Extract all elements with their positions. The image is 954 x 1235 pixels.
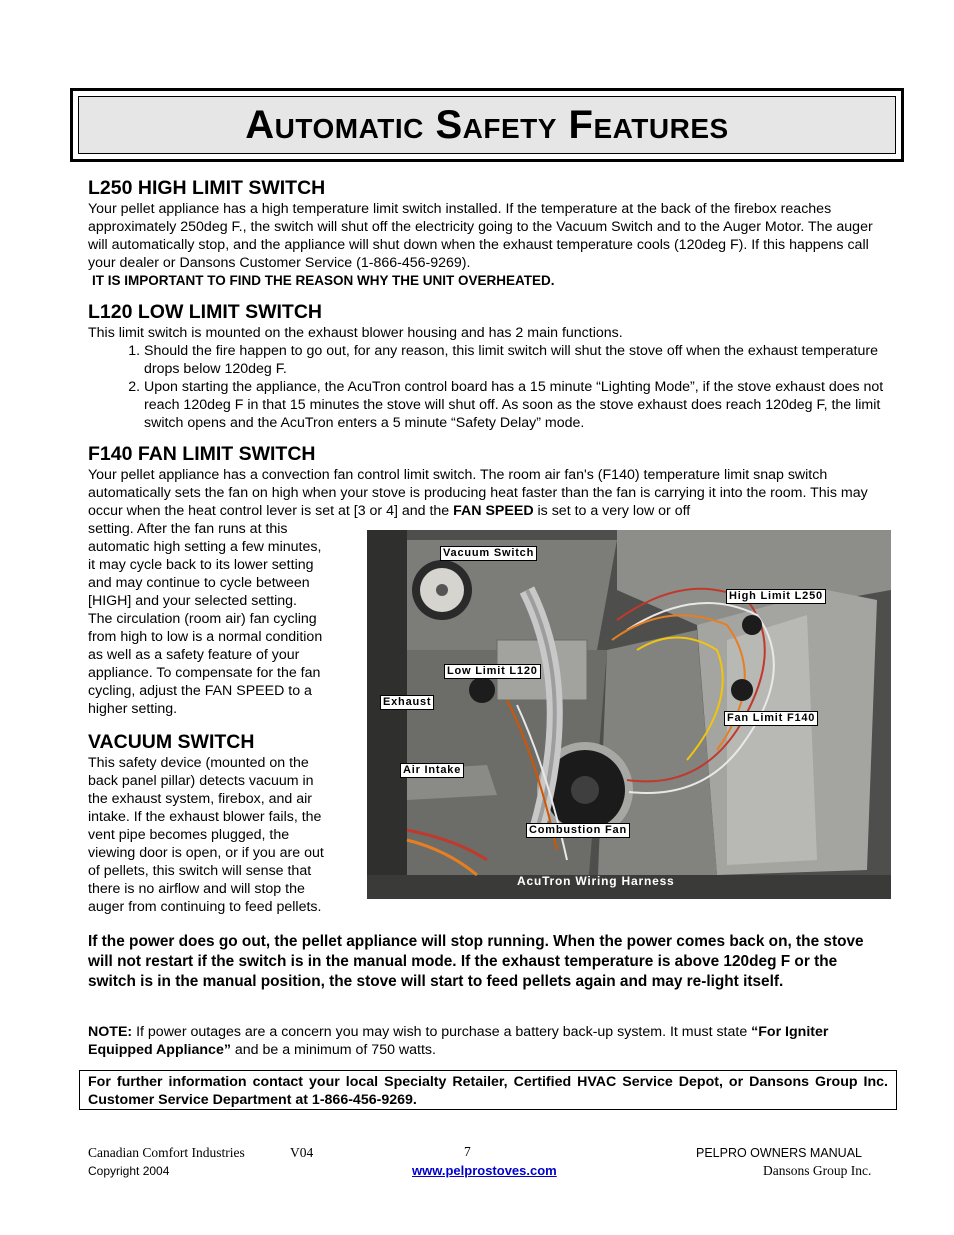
wrap-line: as well as a safety feature of your [88, 647, 300, 663]
section-l250 [88, 176, 888, 290]
vacuum-switch-label: Vacuum Switch [440, 546, 537, 561]
wrap-line: it may cycle back to its lower setting [88, 557, 314, 573]
l120-list [88, 342, 888, 432]
footer-company: Canadian Comfort Industries [88, 1145, 245, 1160]
wrap-line: This safety device (mounted on the [88, 755, 309, 771]
title-box [70, 88, 904, 162]
l250-warning-line [88, 272, 888, 290]
f140-heading: F140 FAN LIMIT SWITCH [88, 443, 316, 465]
title-banner [78, 96, 896, 154]
footer-version: V04 [290, 1145, 314, 1160]
l250-body: Your pellet appliance has a high temperature limit switch installed. If the temperature at the back of the firebox reaches approximately 250deg F., the switch will shut off the electricity going to the Vacuum Switch and to the Auger Motor. The auger will automatically stop, and the appliance will shut down when the exhaust temperature cools (120deg F). If this happens call your dealer or Dansons Customer Service (1-866-456-9269). [88, 201, 873, 271]
wrap-line: higher setting. [88, 701, 178, 717]
note-paragraph [88, 1023, 888, 1059]
vacuum-wrap-text [88, 754, 350, 916]
footer-website-link[interactable]: www.pelprostoves.com [412, 1163, 557, 1178]
list-item: 1. Should the fire happen to go out, for any reason, this limit switch will shut the stove off when the exhaust temperature drops below 120deg F. [144, 342, 888, 378]
wrap-line: setting. After the fan runs at this [88, 521, 288, 537]
wrap-line: appliance. To compensate for the fan [88, 665, 321, 681]
l120-body: This limit switch is mounted on the exhaust blower housing and has 2 main functions. [88, 325, 623, 341]
footer-copyright: Copyright 2004 [88, 1164, 170, 1178]
info-box: For further information contact your local Specialty Retailer, Certified HVAC Service Depot, or Dansons Group Inc. Customer Service Department at 1-866-456-9269. [79, 1070, 897, 1110]
fan-limit-label: Fan Limit F140 [724, 711, 818, 726]
combustion-fan-label: Combustion Fan [526, 823, 630, 838]
stove-interior-photo [367, 530, 891, 899]
wrap-line: from high to low is a normal condition [88, 629, 323, 645]
wrap-line: The circulation (room air) fan cycling [88, 611, 317, 627]
wrap-line: there is no airflow and will stop the [88, 881, 305, 897]
note-text-end: and be a minimum of 750 watts. [230, 1042, 436, 1058]
f140-body-text: Your pellet appliance has a convection fan control limit switch. The room air fan's (F140) temperature limit snap switch automatically sets the fan on high when your stove is producing heat faster than the fan is carrying it into the room. This may occur when the heat control lever is set at [3 or 4] and the [88, 467, 868, 519]
low-limit-label: Low Limit L120 [444, 664, 541, 679]
wrap-line: [HIGH] and your selected setting. [88, 593, 297, 609]
footer-manual: PELPRO OWNERS MANUAL [696, 1146, 863, 1160]
f140-body [88, 466, 888, 520]
wrap-line: and may continue to cycle between [88, 575, 310, 591]
wiring-harness-label: AcuTron Wiring Harness [517, 874, 675, 888]
note-bold-text: “For Igniter Equipped Appliance” [88, 1024, 829, 1058]
l250-heading: L250 HIGH LIMIT SWITCH [88, 177, 326, 199]
list-item: 2. Upon starting the appliance, the AcuTron control board has a 15 minute “Lighting Mode”, if the stove exhaust does not reach 120deg F in that 15 minutes the stove will shut off. As soon as the stove exhaust does reach 120deg F, the limit switch opens and the AcuTron enters a 5 minute “Safety Delay” mode. [144, 378, 888, 432]
note-label: NOTE: [88, 1024, 133, 1040]
high-limit-label: High Limit L250 [726, 589, 826, 604]
wrap-line: automatic high setting a few minutes, [88, 539, 322, 555]
section-l120 [88, 300, 888, 432]
f140-fan-speed: FAN SPEED [453, 503, 534, 519]
wrap-line: of pellets, this switch will sense that [88, 863, 312, 879]
f140-wrap-text [88, 520, 350, 718]
f140-body-end: is set to a very low or off [533, 503, 691, 519]
wrap-line: vent pipe becomes plugged, the [88, 827, 290, 843]
note-text: If power outages are a concern you may wish to purchase a battery back-up system. It must state [132, 1024, 752, 1040]
exhaust-label: Exhaust [380, 695, 434, 710]
vacuum-heading: VACUUM SWITCH [88, 731, 255, 753]
wrap-line: cycling, adjust the FAN SPEED to a [88, 683, 312, 699]
page-title: Automatic Safety Features [245, 102, 729, 147]
footer-group: Dansons Group Inc. [763, 1163, 872, 1178]
l250-warning: IT IS IMPORTANT TO FIND THE REASON WHY THE UNIT OVERHEATED [92, 273, 551, 288]
l120-heading: L120 LOW LIMIT SWITCH [88, 301, 322, 323]
l250-warning-end: . [550, 273, 555, 288]
power-outage-paragraph: If the power does go out, the pellet appliance will stop running. When the power comes back on, the stove will not restart if the switch is in the manual mode. If the exhaust temperature is above 120deg F or the switch is in the manual position, the stove will start to feed pellets again and may re-light itself. [88, 933, 864, 990]
wrap-line: viewing door is open, or if you are out [88, 845, 324, 861]
footer-page-number: 7 [464, 1144, 471, 1159]
wrap-line: the exhaust system, firebox, and air [88, 791, 312, 807]
wrap-line: back panel pillar) detects vacuum in [88, 773, 314, 789]
wrap-line: intake. If the exhaust blower fails, the [88, 809, 322, 825]
air-intake-label: Air Intake [400, 763, 464, 778]
wrap-line: auger from continuing to feed pellets. [88, 899, 322, 915]
